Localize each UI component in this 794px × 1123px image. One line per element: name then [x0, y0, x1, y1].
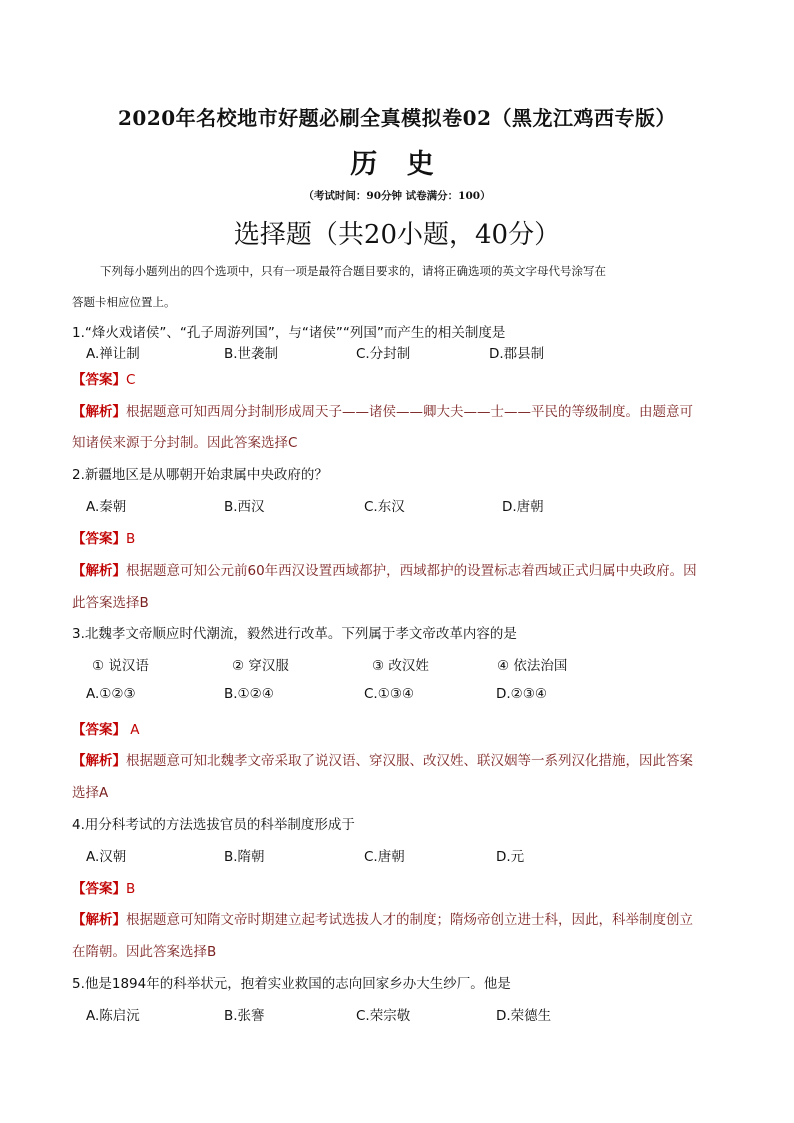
option-d: D.郡县制 [489, 346, 545, 362]
answer-line [72, 368, 135, 388]
analysis-tag: 【解析】 [72, 404, 126, 420]
question-stem: 1.“烽火戏诸侯”、“孔子周游列国”，与“诸侯”“列国”而产生的相关制度是 [72, 325, 506, 341]
option-a: A.陈启沅 [86, 1008, 140, 1024]
instruction-line: 答题卡相应位置上。 [72, 295, 176, 309]
answer-tag: 【答案】 [72, 372, 126, 388]
option-d: D.唐朝 [502, 499, 544, 515]
instruction-line: 下列每小题列出的四个选项中，只有一项是最符合题目要求的，请将正确选项的英文字母代号涂写在 [100, 264, 606, 278]
question-stem: 2.新疆地区是从哪朝开始隶属中央政府的？ [72, 467, 328, 483]
answer-value: B [126, 531, 136, 547]
analysis-tag: 【解析】 [72, 753, 126, 769]
option-a: A.秦朝 [86, 499, 127, 515]
answer-tag: 【答案】 [72, 531, 126, 547]
numbered-item: ④ 依法治国 [497, 658, 568, 674]
question-stem: 3.北魏孝文帝顺应时代潮流，毅然进行改革。下列属于孝文帝改革内容的是 [72, 626, 517, 642]
analysis-text: 知诸侯来源于分封制。因此答案选择C [72, 435, 298, 451]
option-c: C.唐朝 [364, 849, 405, 865]
analysis-text: 根据题意可知公元前60年西汉设置西域都护，西域都护的设置标志着西域正式归属中央政府。因 [126, 563, 697, 579]
numbered-item: ② 穿汉服 [232, 658, 289, 674]
exam-info: （考试时间：90分钟 试卷满分：100） [303, 190, 491, 202]
option-a: A.汉朝 [86, 849, 127, 865]
option-b: B.西汉 [224, 499, 265, 515]
option-c: C.荣宗敬 [356, 1008, 411, 1024]
answer-line [72, 718, 140, 738]
analysis-line [72, 908, 693, 928]
question-stem: 5.他是1894年的科举状元，抱着实业救国的志向回家乡办大生纱厂。他是 [72, 976, 511, 992]
analysis-text: 根据题意可知北魏孝文帝采取了说汉语、穿汉服、改汉姓、联汉姻等一系列汉化措施，因此答案 [126, 753, 693, 769]
option-d: D.②③④ [496, 686, 547, 702]
answer-value: A [126, 722, 140, 738]
answer-tag: 【答案】 [72, 881, 126, 897]
option-c: C.①③④ [364, 686, 415, 702]
analysis-text: 在隋朝。因此答案选择B [72, 944, 217, 960]
answer-line [72, 877, 135, 897]
analysis-tag: 【解析】 [72, 563, 126, 579]
analysis-line [72, 559, 697, 579]
question-stem: 4.用分科考试的方法选拔官员的科举制度形成于 [72, 817, 355, 833]
option-b: B.①②④ [224, 686, 274, 702]
option-c: C.东汉 [364, 499, 405, 515]
analysis-tag: 【解析】 [72, 912, 126, 928]
analysis-text: 根据题意可知隋文帝时期建立起考试选拔人才的制度；隋炀帝创立进士科，因此，科举制度创立 [126, 912, 693, 928]
option-b: B.张謇 [224, 1008, 265, 1024]
option-d: D.元 [496, 849, 525, 865]
option-a: A.①②③ [86, 686, 136, 702]
analysis-line [72, 400, 693, 420]
numbered-item: ① 说汉语 [92, 658, 149, 674]
option-b: B.世袭制 [224, 346, 279, 362]
answer-value: C [126, 372, 136, 388]
option-d: D.荣德生 [496, 1008, 552, 1024]
analysis-text: 此答案选择B [72, 595, 149, 611]
analysis-text: 选择A [72, 785, 109, 801]
numbered-item: ③ 改汉姓 [372, 658, 429, 674]
option-b: B.隋朝 [224, 849, 265, 865]
analysis-line [72, 749, 693, 769]
answer-value: B [126, 881, 136, 897]
paper-title: 2020年名校地市好题必刷全真模拟卷02（黑龙江鸡西专版） [118, 106, 676, 130]
answer-line [72, 527, 135, 547]
analysis-text: 根据题意可知西周分封制形成周天子——诸侯——卿大夫——士——平民的等级制度。由题意可 [126, 404, 693, 420]
option-c: C.分封制 [356, 346, 411, 362]
subject-title: 历 史 [350, 149, 444, 180]
option-a: A.禅让制 [86, 346, 140, 362]
section-title: 选择题（共20小题，40分） [233, 220, 561, 250]
answer-tag: 【答案】 [72, 722, 126, 738]
